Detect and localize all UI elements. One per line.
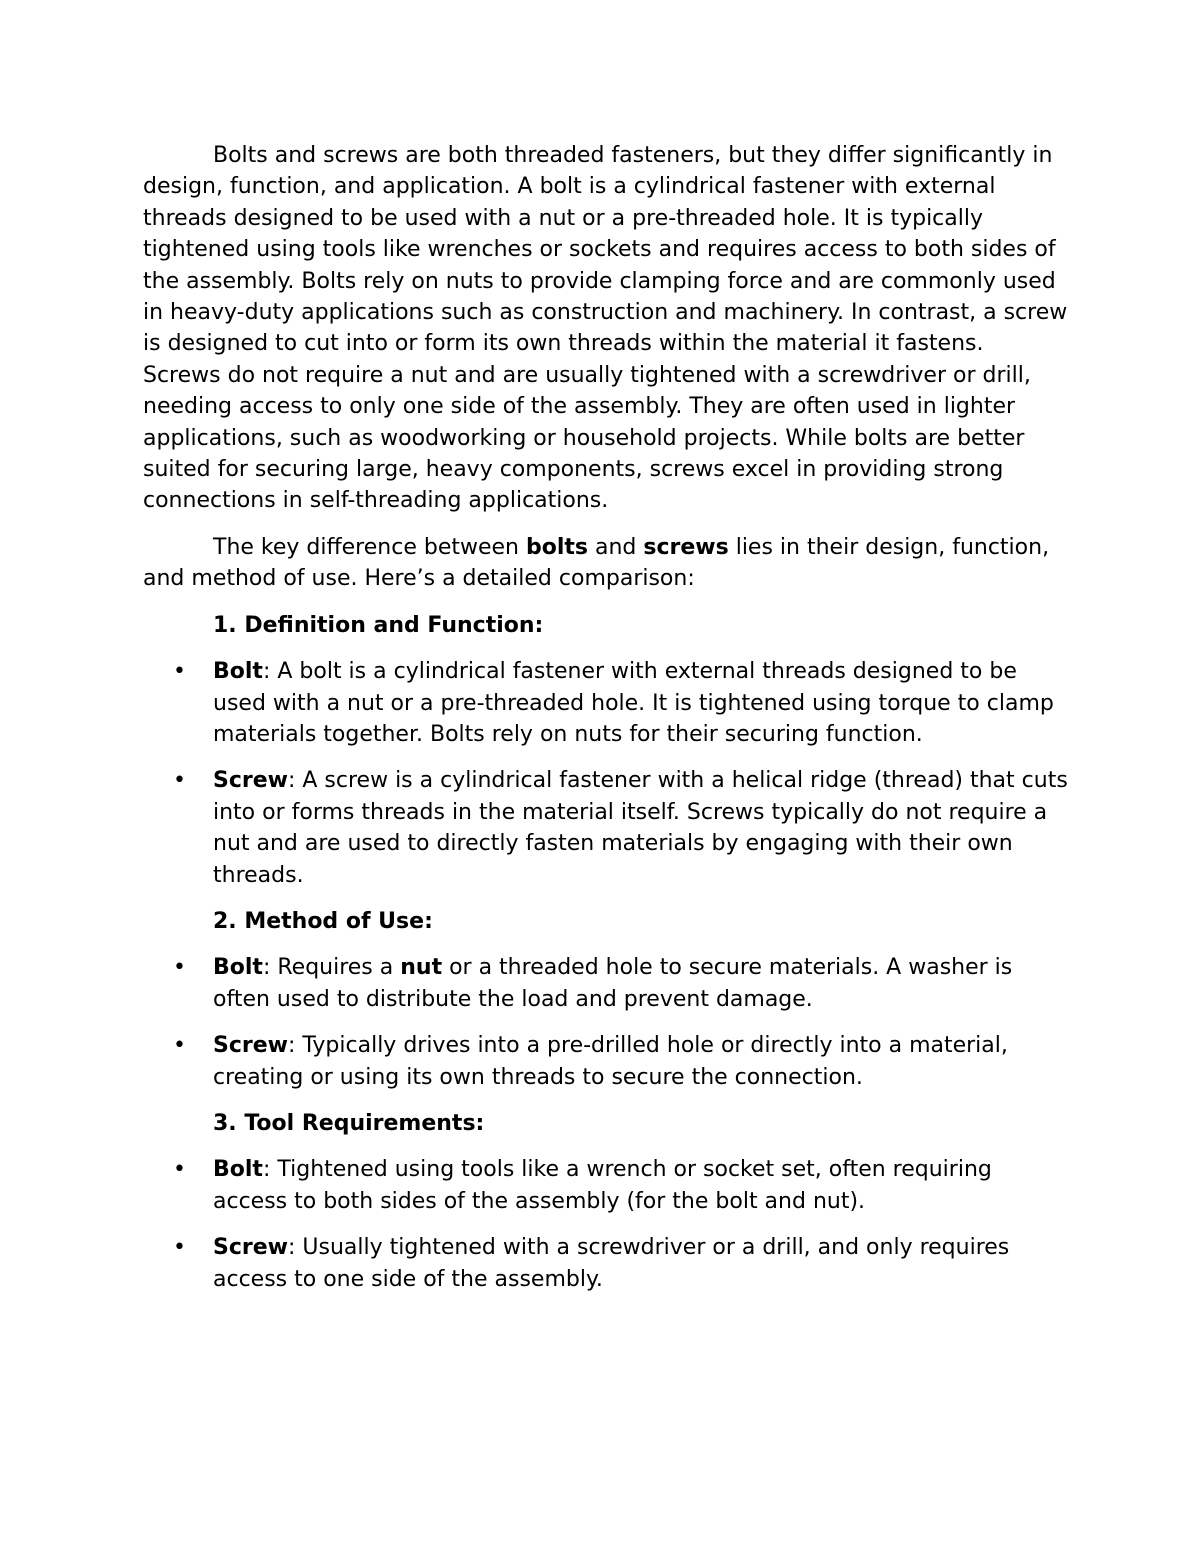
section-heading: 3. Tool Requirements: [213,1110,485,1136]
list-item [143,1232,1068,1295]
item-text: : Typically drives into a pre-drilled hole or directly into a material, creating or using its own threads to secure the connection. [213,1033,1008,1090]
list-item [143,1030,1068,1093]
item-text: : A screw is a cylindrical fastener with a helical ridge (thread) that cuts into or forms threads in the material itself. Screws typically do not require a nut and are used to directly fasten materials by engaging with their own threads. [213,768,1068,888]
list-item [143,952,1068,1015]
bullet-icon: • [173,1033,186,1059]
intro-bold-term: bolts [525,534,588,560]
bullet-icon: • [173,955,186,981]
item-text: : Tightened using tools like a wrench or socket set, often requiring access to both sides of the assembly (for the bolt and nut). [213,1157,992,1214]
bullet-icon: • [173,1157,186,1183]
item-term: Screw [213,1033,288,1059]
bullet-list [143,1154,1068,1295]
item-term: Bolt [213,955,263,981]
item-term: Screw [213,768,288,794]
intro-text: and [588,534,644,560]
item-term: Screw [213,1235,288,1261]
list-item [143,1154,1068,1217]
body-paragraph: Bolts and screws are both threaded fasteners, but they differ significantly in design, function, and application. A bolt is a cylindrical fastener with external threads designed to be used with a nut or a pre-threaded hole. It is typically tightened using tools like wrenches or sockets and requires access to both sides of the assembly. Bolts rely on nuts to provide clamping force and are commonly used in heavy-duty applications such as construction and machinery. In contrast, a screw is designed to cut into or form its own threads within the material it fastens. Screws do not require a nut and are usually tightened with a screwdriver or drill, needing access to only one side of the assembly. They are often used in lighter applications, such as woodworking or household projects. While bolts are better suited for securing large, heavy components, screws excel in providing strong connections in self-threading applications. [143,143,1068,514]
bullet-list [143,656,1068,891]
intro-bold-term: screws [643,534,729,560]
bullet-icon: • [173,659,186,685]
intro-paragraph [143,532,1068,595]
bullet-icon: • [173,1235,186,1261]
section-heading: 1. Definition and Function: [213,612,544,638]
document-page [143,140,1068,1310]
item-text: : A bolt is a cylindrical fastener with external threads designed to be used with a nut or a pre-threaded hole. It is tightened using torque to clamp materials together. Bolts rely on nuts for their securing function. [213,659,1054,747]
item-text: or a threaded hole to secure materials. A washer is often used to distribute the load and prevent damage. [213,955,1013,1012]
item-text: : Requires a [262,955,401,981]
list-item [143,765,1068,891]
item-term: Bolt [213,1157,263,1183]
intro-text: The key difference between [213,534,526,560]
item-bold-word: nut [400,955,443,981]
item-term: Bolt [213,659,263,685]
intro-text: lies in their design, function, and method of use. Here’s a detailed comparison: [143,534,1050,592]
item-text: : Usually tightened with a screwdriver or a drill, and only requires access to one side of the assembly. [213,1235,1010,1292]
list-item [143,656,1068,750]
section-heading: 2. Method of Use: [213,908,433,934]
bullet-list [143,952,1068,1093]
bullet-icon: • [173,768,186,794]
